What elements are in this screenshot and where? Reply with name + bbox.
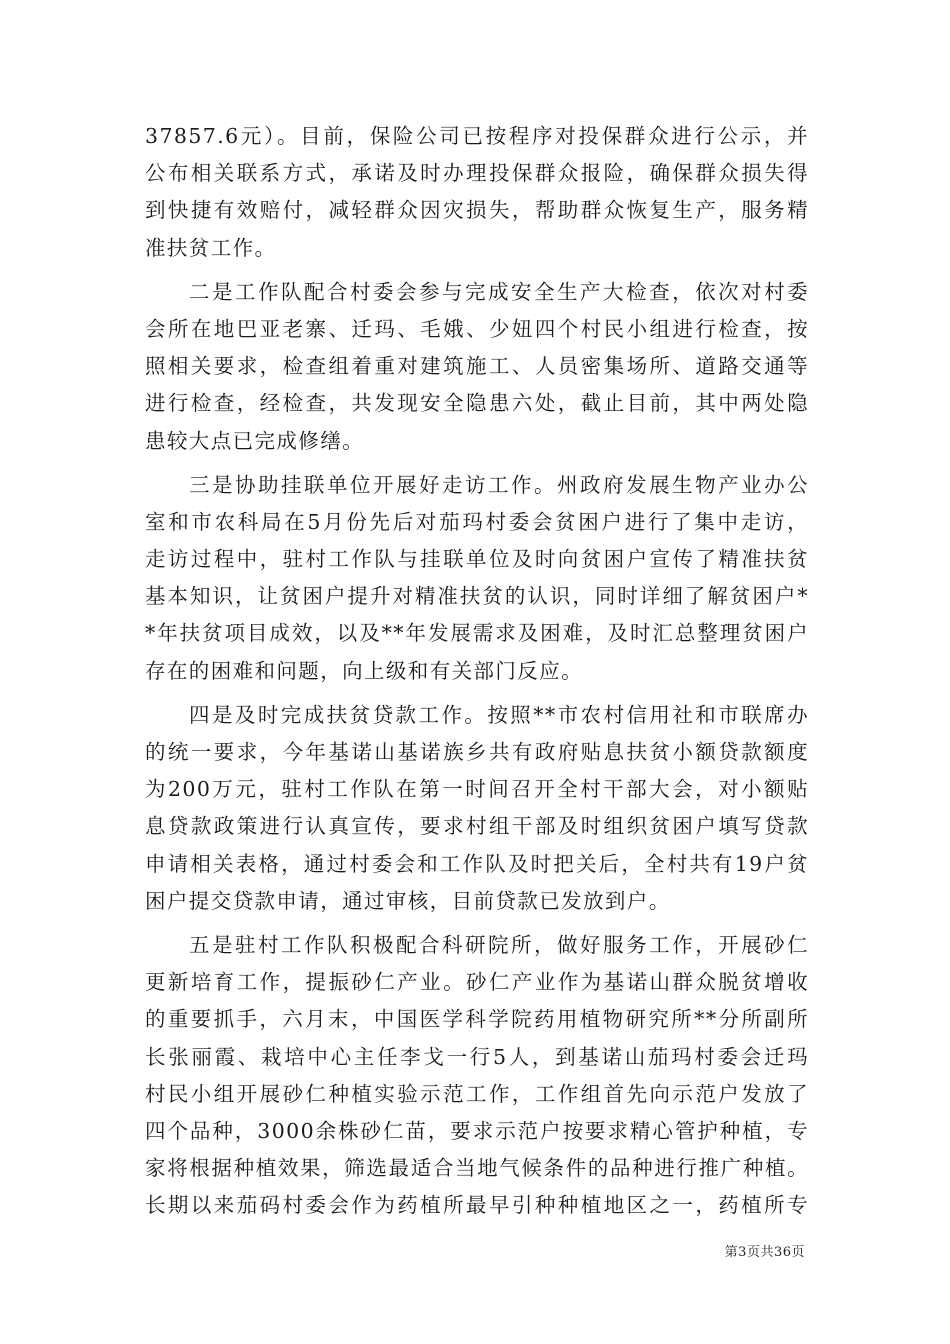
text-line: 存在的困难和问题，向上级和有关部门反应。 [145,658,583,683]
text-line: *年扶贫项目成效，以及**年发展需求及困难，及时汇总整理贫困户 [145,621,809,646]
text-line: 息贷款政策进行认真宣传，要求村组干部及时组织贫困户填写贷款 [145,814,809,839]
text-line: 三是协助挂联单位开展好走访工作。州政府发展生物产业办公 [189,472,809,497]
text-line: 村民小组开展砂仁种植实验示范工作，工作组首先向示范户发放了 [145,1081,809,1106]
text-line: 患较大点已完成修缮。 [145,428,364,453]
text-line: 长期以来茄码村委会作为药植所最早引种种植地区之一，药植所专 [145,1193,809,1218]
page-number-footer: 第3页共36页 [724,1245,805,1260]
text-line: 基本知识，让贫困户提升对精准扶贫的认识，同时详细了解贫困户* [145,584,809,609]
text-line: 四是及时完成扶贫贷款工作。按照**市农村信用社和市联席办 [189,702,809,727]
text-line: 长张丽霞、栽培中心主任李戈一行5人，到基诺山茄玛村委会迁玛 [145,1044,809,1069]
paragraph-2 [145,274,809,460]
text-line: 为200万元，驻村工作队在第一时间召开全村干部大会，对小额贴 [145,777,809,802]
text-line: 四个品种，3000余株砂仁苗，要求示范户按要求精心管护种植，专 [145,1118,809,1143]
paragraph-5 [145,927,809,1225]
text-line: 申请相关表格，通过村委会和工作队及时把关后，全村共有19户贫 [145,851,809,876]
text-line: 公布相关联系方式，承诺及时办理投保群众报险，确保群众损失得 [145,161,809,186]
text-line: 家将根据种植效果，筛选最适合当地气候条件的品种进行推广种植。 [145,1156,809,1181]
paragraph-1 [145,118,809,267]
text-line: 会所在地巴亚老寨、迁玛、毛娥、少妞四个村民小组进行检查，按 [145,316,809,341]
text-line: 走访过程中，驻村工作队与挂联单位及时向贫困户宣传了精准扶贫 [145,547,809,572]
text-line: 二是工作队配合村委会参与完成安全生产大检查，依次对村委 [189,279,809,304]
paragraph-4 [145,697,809,920]
document-body [145,118,809,1224]
text-line: 37857.6元）。目前，保险公司已按程序对投保群众进行公示，并 [145,124,809,148]
text-line: 五是驻村工作队积极配合科研院所，做好服务工作，开展砂仁 [189,932,809,957]
text-line: 室和市农科局在5月份先后对茄玛村委会贫困户进行了集中走访， [145,509,809,534]
text-line: 的统一要求，今年基诺山基诺族乡共有政府贴息扶贫小额贷款额度 [145,740,809,764]
text-line: 更新培育工作，提振砂仁产业。砂仁产业作为基诺山群众脱贫增收 [145,970,809,995]
text-line: 困户提交贷款申请，通过审核，目前贷款已发放到户。 [145,888,671,913]
text-line: 到快捷有效赔付，减轻群众因灾损失，帮助群众恢复生产，服务精 [145,198,809,223]
text-line: 的重要抓手，六月末，中国医学科学院药用植物研究所**分所副所 [145,1007,809,1032]
text-line: 进行检查，经检查，共发现安全隐患六处，截止目前，其中两处隐 [145,391,809,416]
paragraph-3 [145,467,809,690]
text-line: 照相关要求，检查组着重对建筑施工、人员密集场所、道路交通等 [145,354,809,379]
text-line: 准扶贫工作。 [145,235,277,260]
